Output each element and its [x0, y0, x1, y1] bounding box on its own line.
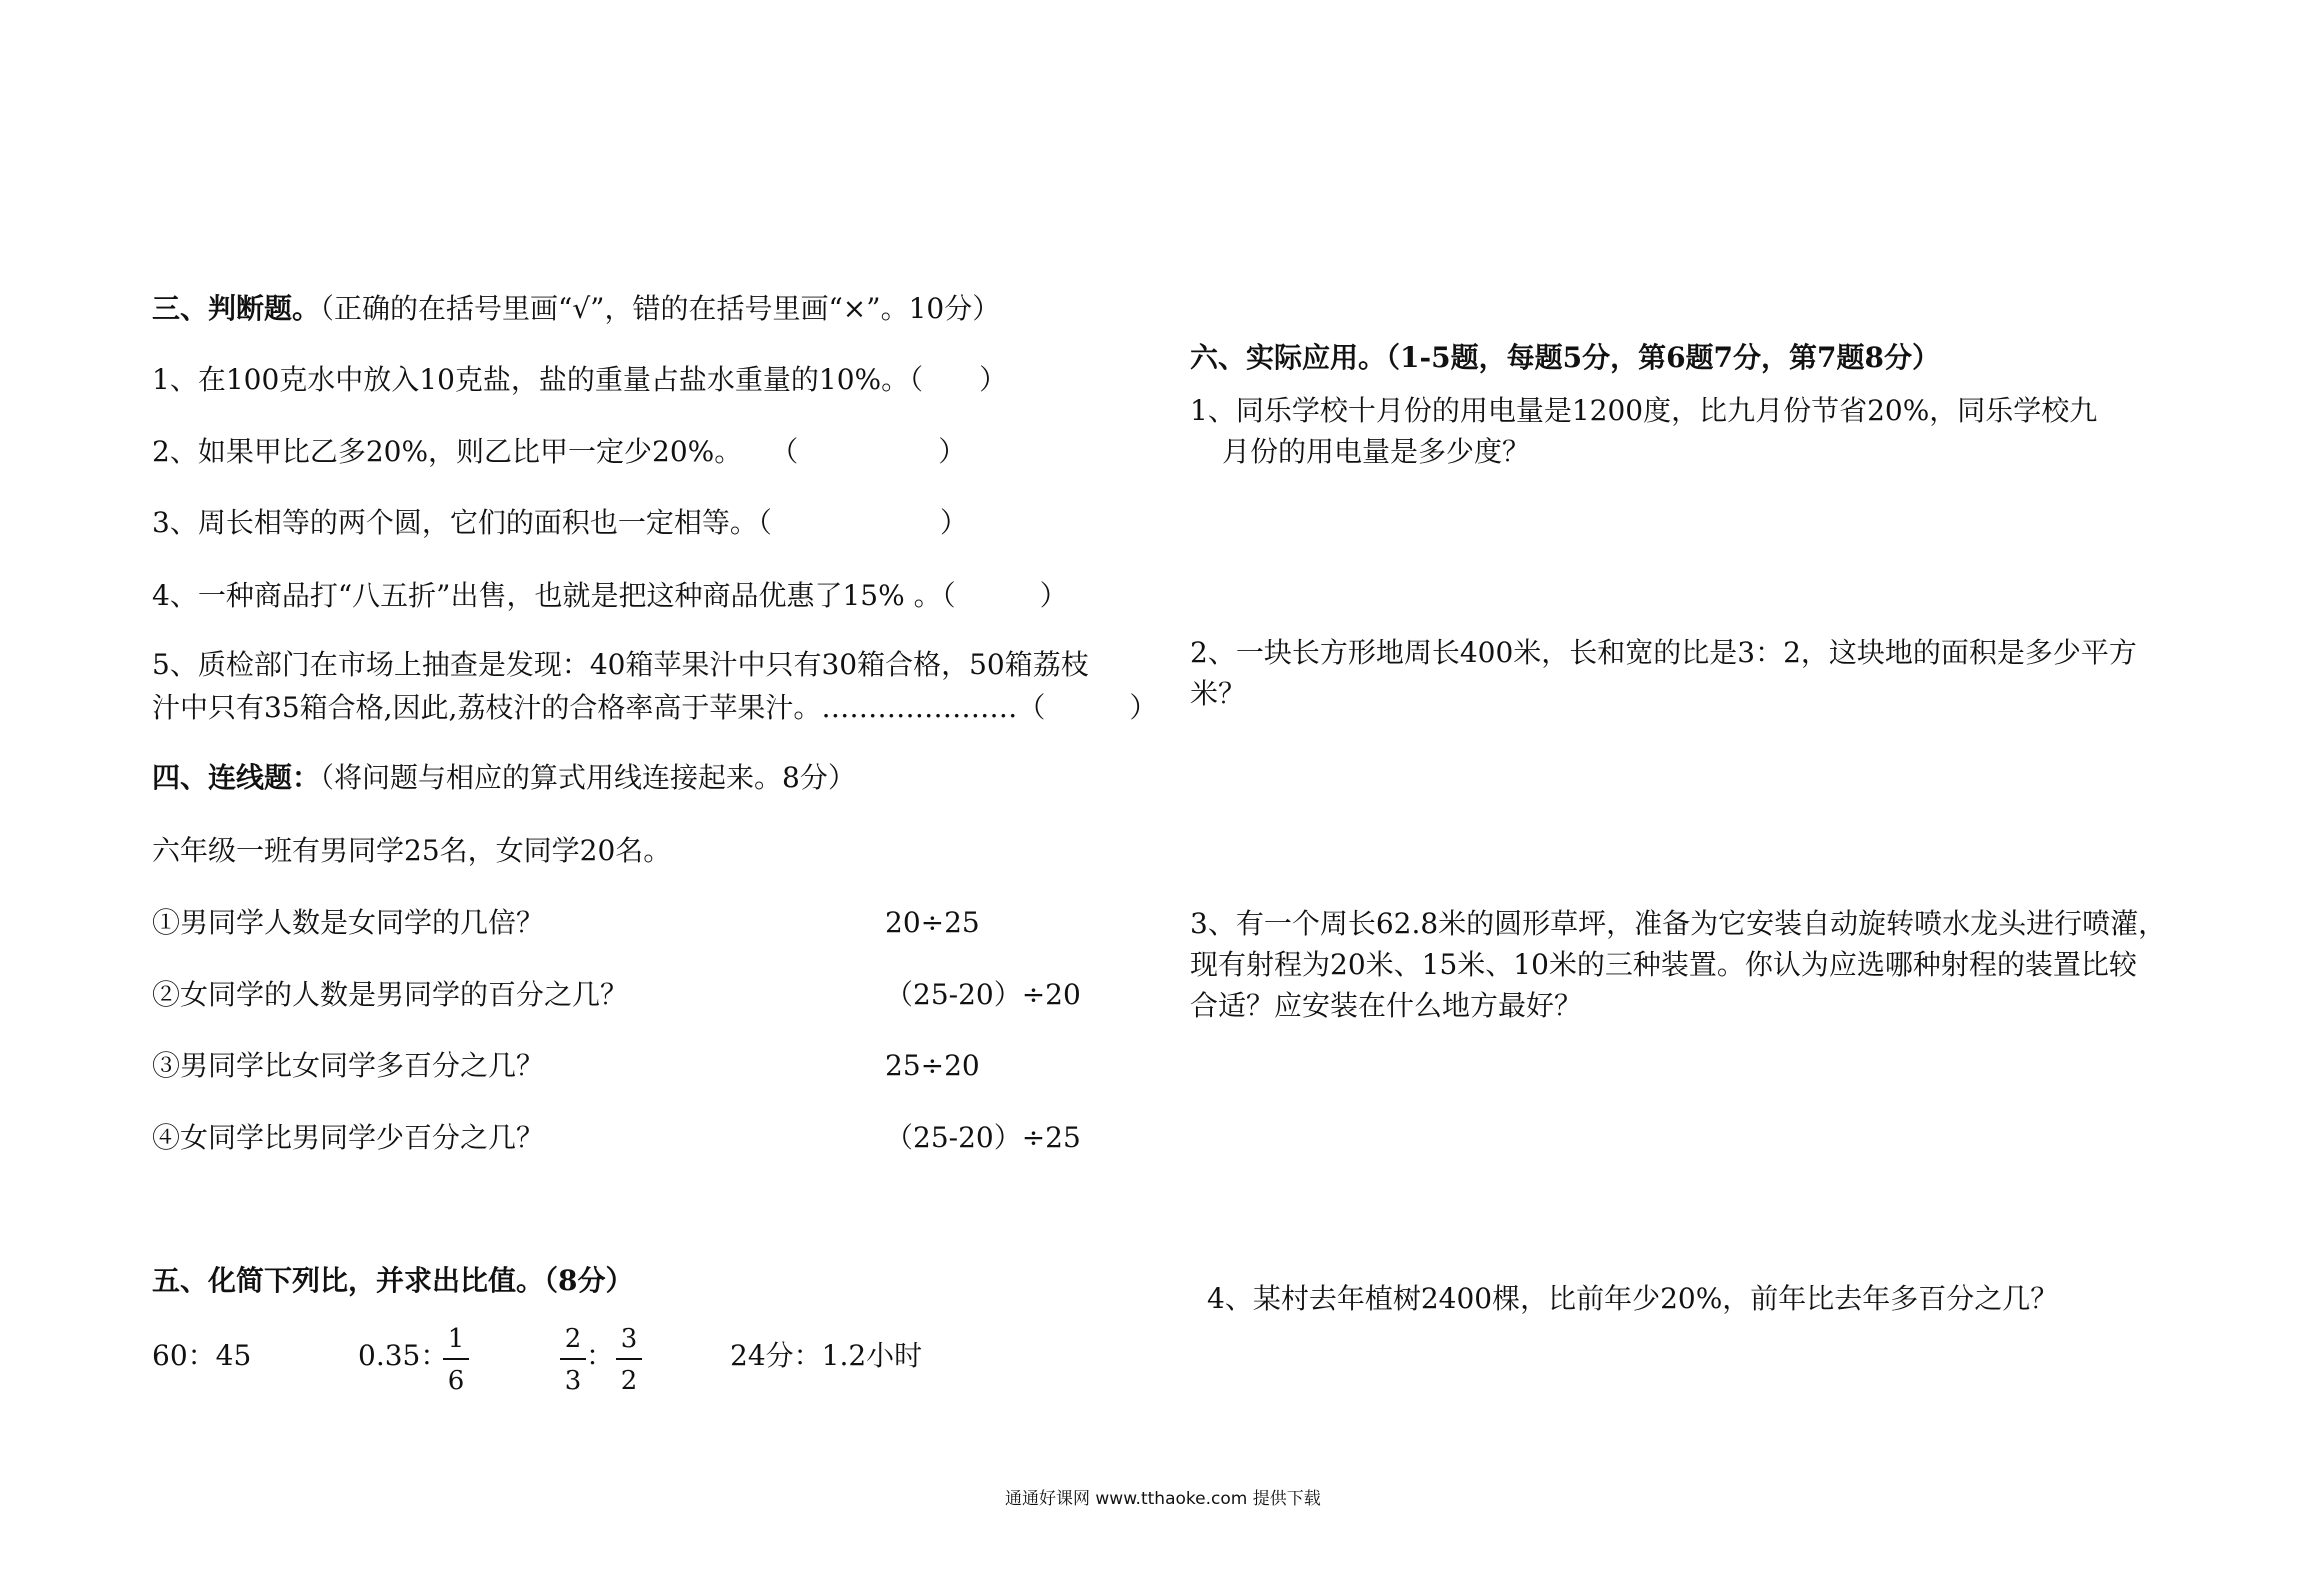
section6-q1-line1: 1、同乐学校十月份的用电量是1200度，比九月份节省20%，同乐学校九 [1190, 394, 2098, 427]
matching-formula-3: 25÷20 [885, 1049, 980, 1082]
ratio-1: 60：45 [152, 1339, 252, 1372]
section3-item-3: 3、周长相等的两个圆，它们的面积也一定相等。（ ） [152, 506, 968, 539]
section6-q4-line1: 4、某村去年植树2400棵，比前年少20%，前年比去年多百分之几？ [1207, 1282, 2059, 1315]
section4-intro: 六年级一班有男同学25名，女同学20名。 [152, 834, 672, 867]
section4-heading [152, 760, 856, 796]
section3-item-1: 1、在100克水中放入10克盐，盐的重量占盐水重量的10%。（ ） [152, 363, 1008, 396]
matching-question-1: ①男同学人数是女同学的几倍？ [152, 906, 545, 939]
section4-title: 四、连线题： [152, 761, 321, 794]
ratio-3-fraction-1 [560, 1324, 586, 1396]
ratio-3-denominator-2: 2 [620, 1366, 638, 1396]
section4-note: （将问题与相应的算式用线连接起来。8分） [320, 761, 856, 794]
matching-formula-4: （25-20）÷25 [885, 1121, 1081, 1154]
section6-q2-line2: 米？ [1190, 677, 1247, 710]
section6-q2-line1: 2、一块长方形地周长400米，长和宽的比是3：2，这块地的面积是多少平方 [1190, 636, 2137, 669]
ratio-2-numerator: 1 [443, 1324, 469, 1360]
ratio-2-fraction [443, 1324, 469, 1396]
section6-title: 六、实际应用。（1-5题，每题5分，第6题7分，第7题8分） [1190, 341, 1941, 374]
section3-heading [152, 291, 1000, 327]
section3-item-5-line2: 汁中只有35箱合格,因此,荔枝汁的合格率高于苹果汁。…………………（ ） [152, 691, 1158, 724]
section3-item-5-line1: 5、质检部门在市场上抽查是发现：40箱苹果汁中只有30箱合格，50箱荔枝 [152, 648, 1089, 681]
section6-q1-line2: 月份的用电量是多少度？ [1222, 435, 1531, 468]
section3-title: 三、判断题。 [152, 292, 321, 325]
section6-q3-line1: 3、有一个周长62.8米的圆形草坪，准备为它安装自动旋转喷水龙头进行喷灌， [1190, 907, 2167, 940]
section6-q3-line2: 现有射程为20米、15米、10米的三种装置。你认为应选哪种射程的装置比较 [1190, 948, 2137, 981]
ratio-2-denominator: 6 [447, 1366, 465, 1396]
section3-note: （正确的在括号里画“√”，错的在括号里画“×”。10分） [320, 292, 1001, 325]
ratio-3-numerator-2: 3 [616, 1324, 642, 1360]
ratio-3-separator: ： [586, 1339, 615, 1372]
section6-q3-line3: 合适？应安装在什么地方最好？ [1190, 989, 1583, 1022]
matching-formula-2: （25-20）÷20 [885, 978, 1081, 1011]
ratio-3-fraction-2 [616, 1324, 642, 1396]
ratio-4: 24分：1.2小时 [730, 1339, 923, 1372]
matching-question-3: ③男同学比女同学多百分之几？ [152, 1049, 545, 1082]
matching-question-4: ④女同学比男同学少百分之几？ [152, 1121, 545, 1154]
section3-item-4: 4、一种商品打“八五折”出售，也就是把这种商品优惠了15% 。（ ） [152, 579, 1068, 612]
matching-question-2: ②女同学的人数是男同学的百分之几？ [152, 978, 629, 1011]
footer-credit: 通通好课网 www.tthaoke.com 提供下载 [1005, 1489, 1321, 1509]
section3-item-2: 2、如果甲比乙多20%，则乙比甲一定少20%。 （ ） [152, 435, 967, 468]
ratio-2-prefix: 0.35： [358, 1339, 449, 1372]
ratio-3-numerator-1: 2 [560, 1324, 586, 1360]
section5-title: 五、化简下列比，并求出比值。（8分） [152, 1264, 634, 1297]
matching-formula-1: 20÷25 [885, 906, 980, 939]
ratio-3-denominator-1: 3 [564, 1366, 582, 1396]
